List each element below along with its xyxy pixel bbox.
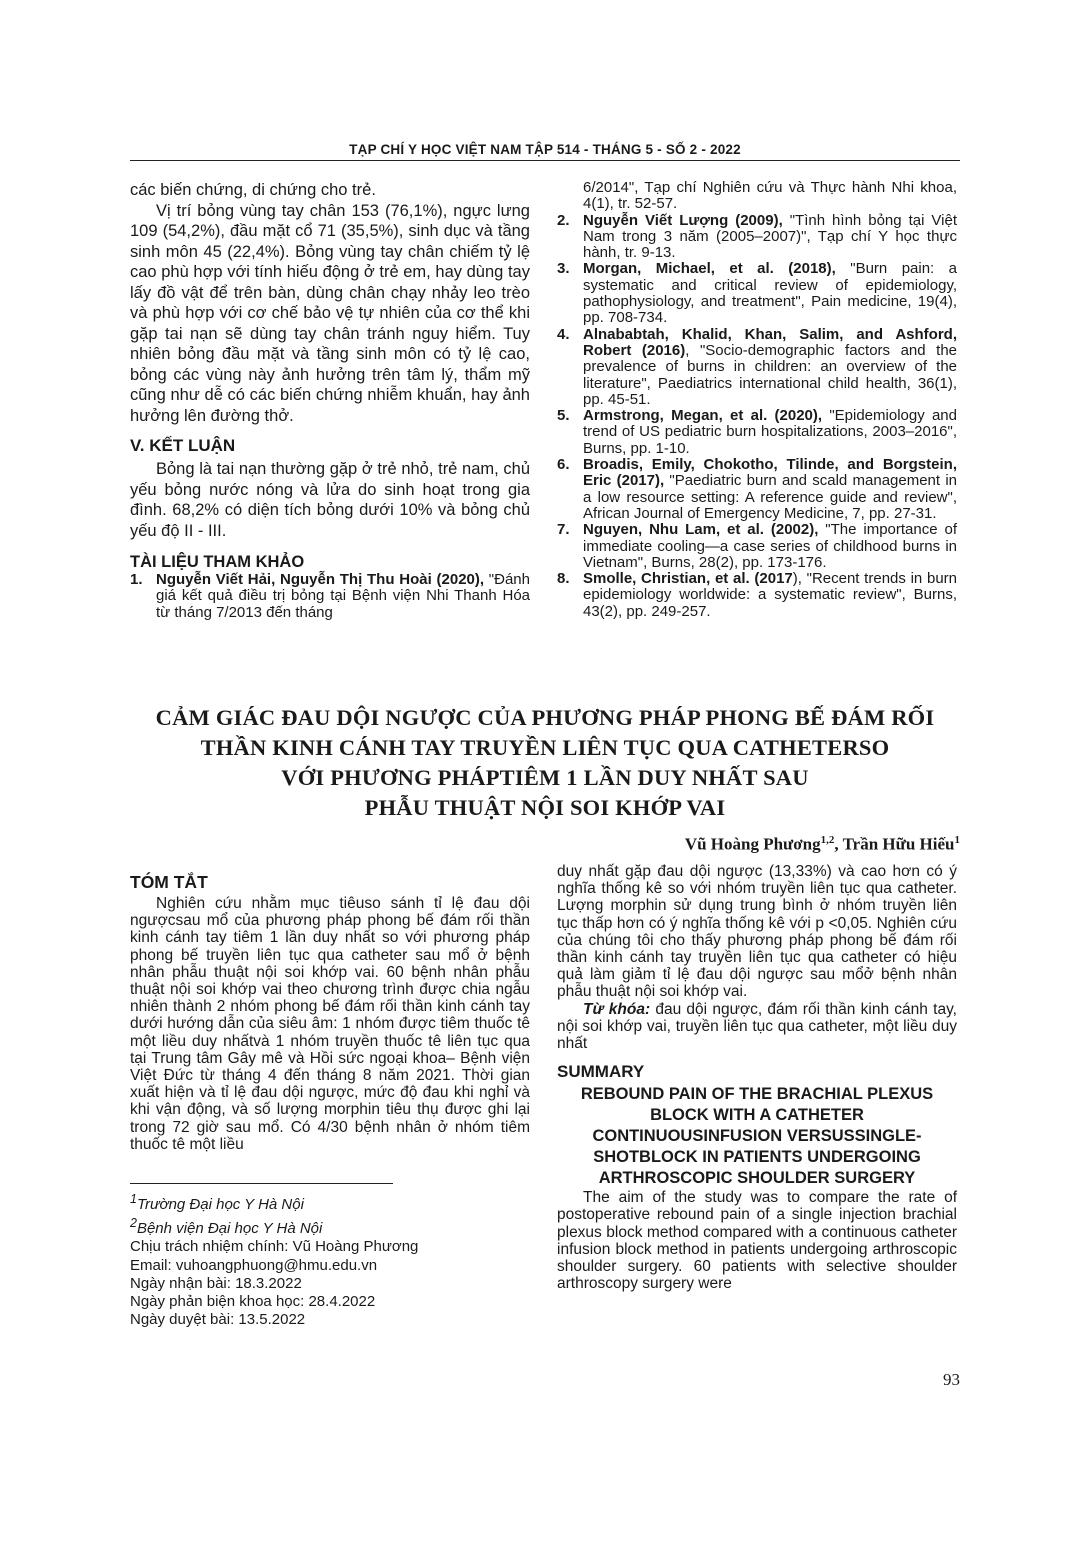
reference-item xyxy=(557,213,957,262)
reference-authors: Nguyễn Viết Lượng (2009), xyxy=(583,211,783,229)
footnotes xyxy=(130,1190,530,1329)
reference-item xyxy=(557,457,957,522)
references-heading: TÀI LIỆU THAM KHẢO xyxy=(130,553,305,571)
abstract-text: Nghiên cứu nhằm mục tiêuso sánh tỉ lệ đau dội ngượcsau mổ của phương pháp phong bế đám rối thần kinh cánh tay tiêm 1 lần duy nhất so với phương pháp phong bế truyền liên tục qua catheter sau mổ ở bệnh nhân phẫu thuật nội soi khớp vai. 60 bệnh nhân phẫu thuật nội soi khớp vai theo chương trình được chia ngẫu nhiên thành 2 nhóm phong bế đám rối thần kinh cánh tay dưới hướng dẫn của siêu âm: 1 nhóm được tiêm thuốc tê một liều duy nhấtvà 1 nhóm truyền thuốc tê liên tục qua tại Trung tâm Gây mê và Hồi sức ngoại khoa– Bệnh viện Việt Đức từ tháng 4 đến tháng 8 năm 2021. Thời gian xuất hiện và tỉ lệ đau dội ngược, mức độ đau khi nghỉ và khi vận động, và số lượng morphin tiêu thụ được ghi lại trong 72 giờ sau mổ. Có 4/30 bệnh nhân ở nhóm tiêm thuốc tê một liều xyxy=(130,895,530,1153)
conclusion-heading: V. KẾT LUẬN xyxy=(130,436,236,455)
reference-text: "Epidemiology and trend of US pediatric burn hospitalizations, 2003–2016", Burns, pp. 1-10. xyxy=(583,407,957,457)
reference-authors: Alnababtah, Khalid, Khan, Salim, and Ashford, Robert (2016) xyxy=(583,325,957,359)
article-title xyxy=(100,703,990,823)
summary-title: REBOUND PAIN OF THE BRACHIAL PLEXUS BLOCK WITH A CATHETER CONTINUOUSINFUSION VERSUSSINGLE-SHOTBLOCK IN PATIENTS UNDERGOING ARTHROSCOPIC SHOULDER SURGERY xyxy=(580,1085,934,1188)
reference-text: "Đánh giá kết quả điều trị bỏng tại Bệnh viện Nhi Thanh Hóa từ tháng 7/2013 đến tháng xyxy=(156,571,530,621)
title-line: CẢM GIÁC ĐAU DỘI NGƯỢC CỦA PHƯƠNG PHÁP PHONG BẾ ĐÁM RỐI xyxy=(155,705,935,730)
affiliation-text: Bệnh viện Đại học Y Hà Nội xyxy=(136,1220,323,1238)
page-number: 93 xyxy=(943,1370,960,1389)
reference-item xyxy=(557,571,957,620)
reference-text: ), "Recent trends in burn epidemiology worldwide: a systematic review", Burns, 43(2), pp. 249-257. xyxy=(583,570,957,620)
left-column-top xyxy=(130,180,530,621)
keywords-label: Từ khóa: xyxy=(583,1000,651,1018)
paragraph-burn-location: Vị trí bỏng vùng tay chân 153 (76,1%), ngực lưng 109 (54,2%), đầu mặt cổ 71 (35,5%), sinh dục và tầng sinh môn 45 (22,4%). Bỏng vùng tay chân chiếm tỷ lệ cao phù hợp với tính hiếu động ở trẻ em, hay dùng tay lấy đồ vật để trên bàn, dùng chân chạy nhảy leo trèo và phù hợp với cơ chế bảo vệ tự nhiên của cơ thể khi gặp tai nạn sẽ dùng tay chân tránh nguy hiểm. Tuy nhiên bỏng đầu mặt và tầng sinh môn có tỷ lệ cao, bỏng các vùng này ảnh hưởng trên tâm lý, thẩm mỹ cũng như dễ có các biến chứng nhiễm khuẩn, hay ảnh hưởng lên đường thở. xyxy=(130,201,530,425)
reference-number: 3. xyxy=(557,260,570,278)
reference-authors: Nguyễn Viết Hải, Nguyễn Thị Thu Hoài (2020), xyxy=(156,571,485,588)
responsible-author: Chịu trách nhiệm chính: Vũ Hoàng Phương xyxy=(130,1238,419,1256)
accepted-date: Ngày duyệt bài: 13.5.2022 xyxy=(130,1311,306,1329)
journal-header: TẠP CHÍ Y HỌC VIỆT NAM TẬP 514 - THÁNG 5 - SỐ 2 - 2022 xyxy=(349,142,741,157)
reference-item xyxy=(130,572,530,621)
abstract-right xyxy=(557,863,957,1292)
author-affiliation: 1,2 xyxy=(820,834,835,846)
abstract-heading: TÓM TẮT xyxy=(130,872,208,892)
title-line: VỚI PHƯƠNG PHÁPTIÊM 1 LẦN DUY NHẤT SAU xyxy=(281,765,809,790)
reference-number: 8. xyxy=(557,570,570,588)
author-name: Vũ Hoàng Phương xyxy=(684,834,821,854)
reference-item xyxy=(557,327,957,408)
reference-text: , "Socio-demographic factors and the prevalence of burns in children: an overview of the literature", Paediatrics international child health, 36(1), pp. 45-51. xyxy=(583,341,958,408)
reference-number: 4. xyxy=(557,325,570,343)
reference-item xyxy=(557,522,957,571)
summary-heading: SUMMARY xyxy=(557,1062,645,1082)
keywords-text: đau dội ngược, đám rối thần kinh cánh tay, nội soi khớp vai, truyền liên tục qua catheter, một liều duy nhất xyxy=(557,1000,957,1053)
affiliation-marker: 2 xyxy=(130,1216,137,1231)
reference-number: 5. xyxy=(557,407,570,425)
reference-text: "Tình hình bỏng tại Việt Nam trong 3 năm (2005–2007)", Tạp chí Y học thực hành, tr. 9-13. xyxy=(583,211,957,262)
conclusion-text: Bỏng là tai nạn thường gặp ở trẻ nhỏ, trẻ nam, chủ yếu bỏng nước nóng và lửa do sinh hoạt trong gia đình. 68,2% có diện tích bỏng dưới 10% và bỏng chủ yếu độ II - III. xyxy=(130,460,530,540)
reference-authors: Nguyen, Nhu Lam, et al. (2002), xyxy=(583,521,819,539)
abstract-left xyxy=(130,872,530,1153)
reference-number: 1. xyxy=(130,571,143,588)
review-date: Ngày phản biện khoa học: 28.4.2022 xyxy=(130,1293,376,1311)
reference-number: 2. xyxy=(557,211,570,229)
reference-number: 7. xyxy=(557,521,570,539)
right-column-references xyxy=(557,180,957,620)
abstract-text-continued: duy nhất gặp đau dội ngược (13,33%) và cao hơn có ý nghĩa thống kê so với nhóm truyền liên tục qua catheter. Lượng morphin sử dụng trung bình ở nhóm truyền liên tục thấp hơn có ý nghĩa thống kê với p <0,05. Nghiên cứu của chúng tôi cho thấy phương pháp phong bế đám rối thần kinh cánh tay truyền liên tục qua catheter có hiệu quả làm giảm tỉ lệ đau dội ngược sau mổở bệnh nhân phẫu thuật nội soi khớp vai. xyxy=(557,863,957,1001)
title-line: PHẪU THUẬT NỘI SOI KHỚP VAI xyxy=(364,795,726,820)
author-name: Trần Hữu Hiếu xyxy=(842,834,955,854)
affiliation-1 xyxy=(130,1190,530,1214)
reference-authors: Morgan, Michael, et al. (2018), xyxy=(583,260,836,278)
title-line: THẦN KINH CÁNH TAY TRUYỀN LIÊN TỤC QUA CATHETERSO xyxy=(200,735,890,760)
reference-text: "Burn pain: a systematic and critical review of epidemiology, pathophysiology, and treatment", Pain medicine, 19(4), pp. 708-734. xyxy=(583,260,957,327)
authors xyxy=(560,834,960,855)
author-affiliation: 1 xyxy=(954,834,960,846)
reference-authors: Armstrong, Megan, et al. (2020), xyxy=(583,407,823,425)
reference-list xyxy=(557,213,957,620)
received-date: Ngày nhận bài: 18.3.2022 xyxy=(130,1274,302,1292)
reference-text: "Paediatric burn and scald management in a low resource setting: A reference guide and review", African Journal of Emergency Medicine, 7, pp. 27-31. xyxy=(583,472,958,522)
reference-authors: Smolle, Christian, et al. (2017 xyxy=(583,570,793,588)
reference-text: "The importance of immediate cooling—a case series of childhood burns in Vietnam", Burns, 28(2), pp. 173-176. xyxy=(583,521,958,571)
reference-number: 6. xyxy=(557,456,570,474)
reference-item xyxy=(557,408,957,457)
header-rule xyxy=(130,160,960,161)
affiliation-text: Trường Đại học Y Hà Nội xyxy=(136,1196,304,1213)
email-line: Email: vuhoangphuong@hmu.edu.vn xyxy=(130,1256,378,1274)
affiliation-2 xyxy=(130,1214,530,1238)
affiliation-marker: 1 xyxy=(130,1192,137,1206)
summary-text: The aim of the study was to compare the rate of postoperative rebound pain of a single injection brachial plexus block method compared with a continuous catheter infusion block method in patients undergoing arthroscopic shoulder surgery. 60 patients with selective shoulder arthroscopy surgery were xyxy=(557,1189,957,1293)
reference-item xyxy=(557,261,957,326)
paragraph-complications: các biến chứng, di chứng cho trẻ. xyxy=(130,181,376,199)
footnote-rule xyxy=(130,1183,393,1184)
reference-authors: Broadis, Emily, Chokotho, Tilinde, and Borgstein, Eric (2017), xyxy=(583,456,957,490)
keywords xyxy=(557,1001,957,1053)
author-separator: , xyxy=(834,834,843,854)
reference-continuation: 6/2014", Tạp chí Nghiên cứu và Thực hành Nhi khoa, 4(1), tr. 52-57. xyxy=(583,179,957,213)
